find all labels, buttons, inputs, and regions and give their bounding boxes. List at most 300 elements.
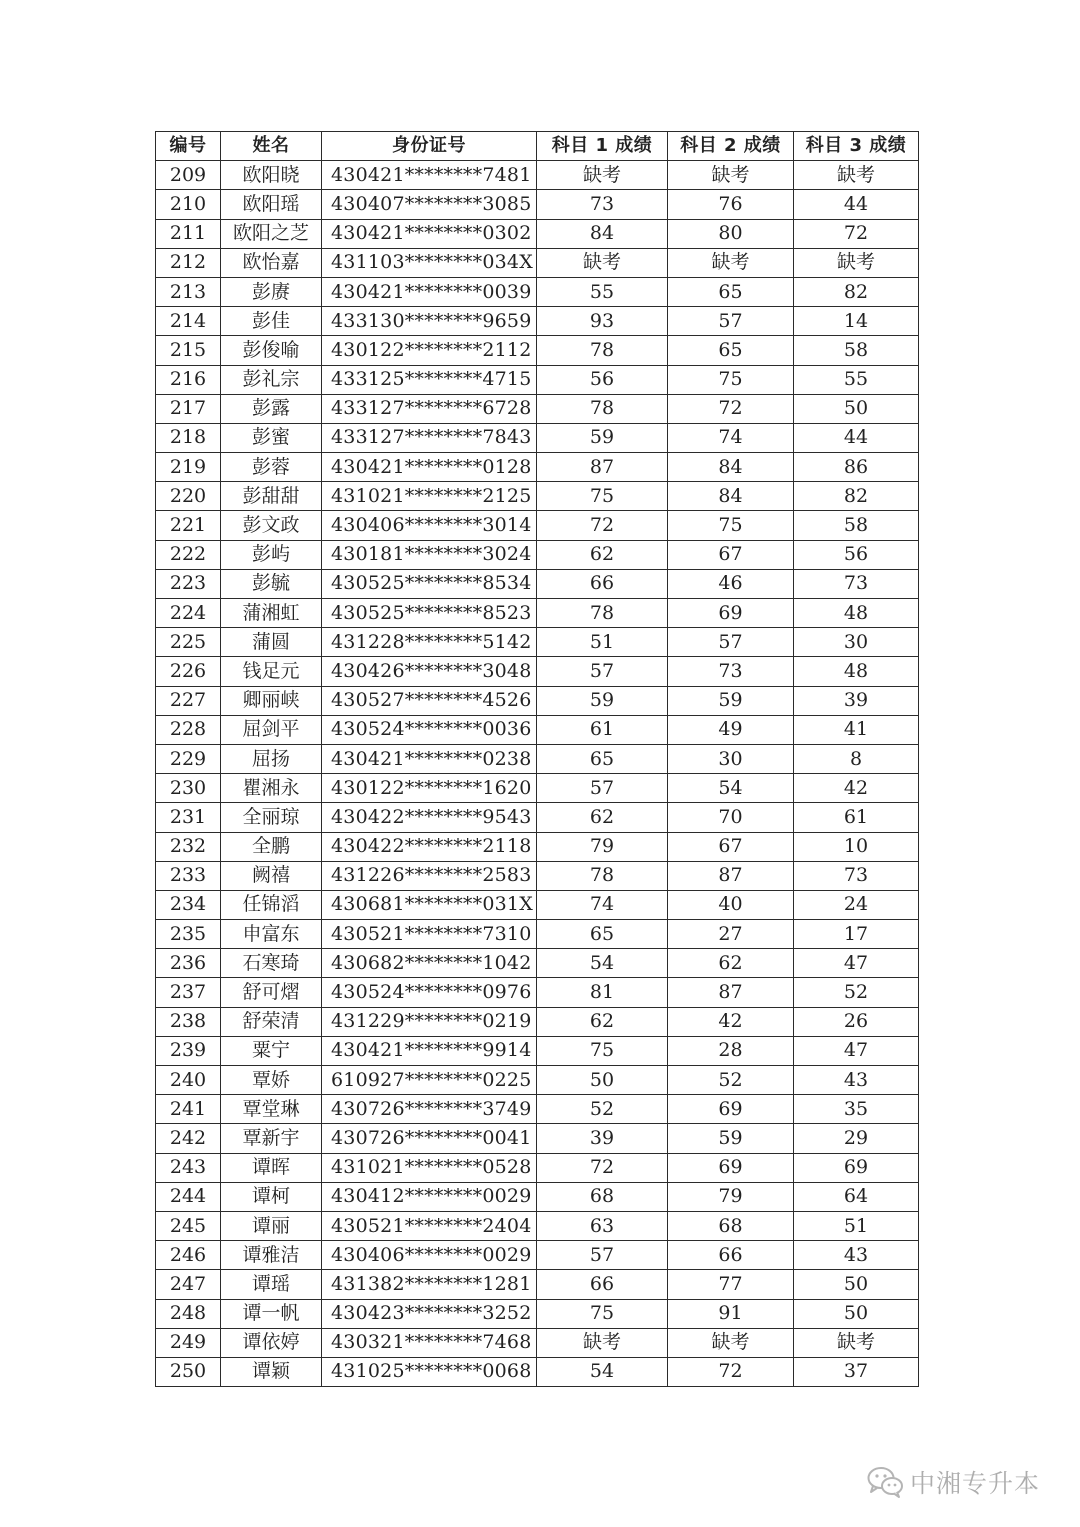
score-table: [155, 131, 919, 1387]
cell-id-number: 610927********0225: [322, 1066, 537, 1095]
cell-subject-1: 59: [537, 686, 668, 715]
cell-subject-3: 73: [794, 861, 919, 890]
cell-number: 212: [156, 248, 221, 277]
cell-id-number: 433127********6728: [322, 394, 537, 423]
cell-name: 谭颖: [221, 1357, 322, 1386]
cell-id-number: 430521********2404: [322, 1211, 537, 1240]
table-row: [156, 482, 919, 511]
cell-name: 瞿湘永: [221, 774, 322, 803]
cell-subject-1: 84: [537, 219, 668, 248]
cell-subject-3: 47: [794, 1036, 919, 1065]
cell-id-number: 430422********9543: [322, 803, 537, 832]
watermark: [866, 1462, 1040, 1502]
cell-name: 彭毓: [221, 569, 322, 598]
cell-subject-3: 35: [794, 1095, 919, 1124]
cell-subject-1: 78: [537, 394, 668, 423]
cell-subject-3: 42: [794, 774, 919, 803]
cell-number: 238: [156, 1007, 221, 1036]
cell-name: 彭甜甜: [221, 482, 322, 511]
cell-subject-3: 82: [794, 482, 919, 511]
cell-subject-3: 37: [794, 1357, 919, 1386]
cell-subject-2: 57: [668, 307, 794, 336]
table-row: [156, 1211, 919, 1240]
cell-subject-3: 30: [794, 628, 919, 657]
cell-number: 219: [156, 453, 221, 482]
cell-id-number: 430525********8534: [322, 569, 537, 598]
table-header-row: [156, 132, 919, 161]
cell-subject-3: 10: [794, 832, 919, 861]
cell-subject-1: 62: [537, 1007, 668, 1036]
table-row: [156, 744, 919, 773]
table-row: [156, 569, 919, 598]
cell-id-number: 430421********0039: [322, 277, 537, 306]
cell-number: 250: [156, 1357, 221, 1386]
table-row: [156, 1270, 919, 1299]
cell-name: 彭蜜: [221, 423, 322, 452]
cell-name: 粟宁: [221, 1036, 322, 1065]
cell-subject-3: 48: [794, 657, 919, 686]
cell-number: 228: [156, 715, 221, 744]
cell-id-number: 431382********1281: [322, 1270, 537, 1299]
cell-subject-2: 70: [668, 803, 794, 832]
cell-id-number: 430423********3252: [322, 1299, 537, 1328]
cell-subject-1: 72: [537, 1153, 668, 1182]
cell-number: 245: [156, 1211, 221, 1240]
cell-number: 235: [156, 920, 221, 949]
table-row: [156, 365, 919, 394]
cell-subject-1: 78: [537, 336, 668, 365]
table-row: [156, 1153, 919, 1182]
watermark-text: 中湘专升本: [910, 1469, 1041, 1498]
cell-subject-2: 54: [668, 774, 794, 803]
cell-subject-2: 84: [668, 453, 794, 482]
cell-name: 欧阳之芝: [221, 219, 322, 248]
cell-id-number: 430524********0976: [322, 978, 537, 1007]
cell-subject-1: 54: [537, 1357, 668, 1386]
cell-subject-1: 72: [537, 511, 668, 540]
cell-subject-2: 74: [668, 423, 794, 452]
cell-number: 217: [156, 394, 221, 423]
cell-subject-3: 50: [794, 1299, 919, 1328]
table-row: [156, 1036, 919, 1065]
cell-id-number: 430406********3014: [322, 511, 537, 540]
cell-id-number: 430406********0029: [322, 1241, 537, 1270]
cell-name: 彭蓉: [221, 453, 322, 482]
cell-name: 阙禧: [221, 861, 322, 890]
cell-subject-1: 39: [537, 1124, 668, 1153]
cell-number: 233: [156, 861, 221, 890]
table-row: [156, 1241, 919, 1270]
cell-id-number: 431228********5142: [322, 628, 537, 657]
cell-number: 247: [156, 1270, 221, 1299]
cell-subject-3: 41: [794, 715, 919, 744]
cell-subject-1: 缺考: [537, 1328, 668, 1357]
table-row: [156, 920, 919, 949]
cell-name: 彭佳: [221, 307, 322, 336]
cell-name: 屈扬: [221, 744, 322, 773]
cell-number: 227: [156, 686, 221, 715]
cell-subject-3: 29: [794, 1124, 919, 1153]
cell-id-number: 430525********8523: [322, 599, 537, 628]
cell-subject-3: 69: [794, 1153, 919, 1182]
cell-number: 226: [156, 657, 221, 686]
cell-id-number: 433127********7843: [322, 423, 537, 452]
cell-name: 谭一帆: [221, 1299, 322, 1328]
cell-subject-3: 73: [794, 569, 919, 598]
cell-subject-2: 66: [668, 1241, 794, 1270]
cell-name: 彭礼宗: [221, 365, 322, 394]
table-row: [156, 219, 919, 248]
cell-subject-3: 86: [794, 453, 919, 482]
table-row: [156, 890, 919, 919]
cell-subject-3: 14: [794, 307, 919, 336]
table-row: [156, 453, 919, 482]
cell-number: 248: [156, 1299, 221, 1328]
cell-subject-1: 59: [537, 423, 668, 452]
cell-subject-2: 49: [668, 715, 794, 744]
table-row: [156, 511, 919, 540]
cell-subject-1: 61: [537, 715, 668, 744]
table-row: [156, 248, 919, 277]
cell-subject-2: 73: [668, 657, 794, 686]
cell-subject-3: 17: [794, 920, 919, 949]
cell-number: 216: [156, 365, 221, 394]
cell-id-number: 430421********0238: [322, 744, 537, 773]
cell-number: 221: [156, 511, 221, 540]
cell-subject-3: 72: [794, 219, 919, 248]
cell-id-number: 430421********9914: [322, 1036, 537, 1065]
cell-number: 209: [156, 161, 221, 190]
cell-number: 246: [156, 1241, 221, 1270]
cell-name: 谭丽: [221, 1211, 322, 1240]
header-name: 姓名: [221, 132, 322, 161]
cell-name: 欧怡嘉: [221, 248, 322, 277]
cell-subject-2: 91: [668, 1299, 794, 1328]
cell-subject-1: 81: [537, 978, 668, 1007]
cell-subject-3: 44: [794, 423, 919, 452]
table-row: [156, 1095, 919, 1124]
cell-name: 彭赓: [221, 277, 322, 306]
cell-subject-1: 78: [537, 861, 668, 890]
table-row: [156, 1182, 919, 1211]
cell-id-number: 430122********2112: [322, 336, 537, 365]
cell-id-number: 430181********3024: [322, 540, 537, 569]
cell-id-number: 430122********1620: [322, 774, 537, 803]
cell-name: 蒲湘虹: [221, 599, 322, 628]
cell-name: 彭文政: [221, 511, 322, 540]
cell-subject-3: 39: [794, 686, 919, 715]
cell-subject-3: 43: [794, 1241, 919, 1270]
cell-id-number: 430681********031X: [322, 890, 537, 919]
cell-subject-3: 50: [794, 394, 919, 423]
cell-name: 蒲圆: [221, 628, 322, 657]
table-row: [156, 423, 919, 452]
cell-name: 覃新宇: [221, 1124, 322, 1153]
cell-number: 231: [156, 803, 221, 832]
cell-name: 石寒琦: [221, 949, 322, 978]
cell-number: 223: [156, 569, 221, 598]
table-row: [156, 861, 919, 890]
cell-subject-1: 62: [537, 540, 668, 569]
cell-subject-3: 24: [794, 890, 919, 919]
cell-subject-2: 87: [668, 861, 794, 890]
cell-number: 239: [156, 1036, 221, 1065]
cell-subject-2: 67: [668, 832, 794, 861]
cell-name: 谭雅洁: [221, 1241, 322, 1270]
table-row: [156, 1328, 919, 1357]
cell-number: 237: [156, 978, 221, 1007]
cell-subject-3: 61: [794, 803, 919, 832]
table-row: [156, 599, 919, 628]
cell-subject-2: 75: [668, 365, 794, 394]
table-row: [156, 832, 919, 861]
cell-id-number: 430521********7310: [322, 920, 537, 949]
cell-id-number: 430421********7481: [322, 161, 537, 190]
cell-subject-2: 69: [668, 1095, 794, 1124]
header-subject-2-score: 科目 2 成绩: [668, 132, 794, 161]
cell-name: 彭露: [221, 394, 322, 423]
table-row: [156, 1007, 919, 1036]
cell-subject-2: 27: [668, 920, 794, 949]
table-row: [156, 1357, 919, 1386]
cell-name: 任锦滔: [221, 890, 322, 919]
table-row: [156, 715, 919, 744]
cell-name: 卿丽峡: [221, 686, 322, 715]
cell-subject-2: 76: [668, 190, 794, 219]
cell-number: 215: [156, 336, 221, 365]
cell-subject-1: 57: [537, 657, 668, 686]
cell-subject-1: 78: [537, 599, 668, 628]
cell-subject-2: 77: [668, 1270, 794, 1299]
wechat-icon: [866, 1465, 904, 1499]
cell-number: 214: [156, 307, 221, 336]
cell-number: 210: [156, 190, 221, 219]
table-row: [156, 628, 919, 657]
cell-subject-3: 44: [794, 190, 919, 219]
table-row: [156, 336, 919, 365]
cell-name: 屈剑平: [221, 715, 322, 744]
cell-number: 232: [156, 832, 221, 861]
cell-subject-2: 79: [668, 1182, 794, 1211]
cell-subject-2: 72: [668, 394, 794, 423]
cell-id-number: 431025********0068: [322, 1357, 537, 1386]
cell-subject-2: 65: [668, 336, 794, 365]
cell-id-number: 430422********2118: [322, 832, 537, 861]
cell-id-number: 430682********1042: [322, 949, 537, 978]
cell-subject-1: 65: [537, 920, 668, 949]
cell-number: 213: [156, 277, 221, 306]
header-subject-1-score: 科目 1 成绩: [537, 132, 668, 161]
table-row: [156, 1066, 919, 1095]
cell-name: 全鹏: [221, 832, 322, 861]
cell-subject-3: 48: [794, 599, 919, 628]
cell-subject-2: 57: [668, 628, 794, 657]
cell-subject-2: 69: [668, 1153, 794, 1182]
cell-subject-2: 40: [668, 890, 794, 919]
cell-number: 220: [156, 482, 221, 511]
cell-subject-3: 50: [794, 1270, 919, 1299]
header-id-number: 身份证号: [322, 132, 537, 161]
cell-name: 欧阳瑶: [221, 190, 322, 219]
cell-subject-3: 43: [794, 1066, 919, 1095]
cell-number: 225: [156, 628, 221, 657]
cell-name: 谭晖: [221, 1153, 322, 1182]
cell-subject-2: 59: [668, 686, 794, 715]
cell-subject-1: 52: [537, 1095, 668, 1124]
cell-subject-3: 58: [794, 511, 919, 540]
table-row: [156, 803, 919, 832]
cell-id-number: 430421********0128: [322, 453, 537, 482]
cell-number: 249: [156, 1328, 221, 1357]
cell-name: 谭瑶: [221, 1270, 322, 1299]
cell-subject-1: 74: [537, 890, 668, 919]
cell-id-number: 433130********9659: [322, 307, 537, 336]
table-row: [156, 190, 919, 219]
table-row: [156, 1299, 919, 1328]
cell-id-number: 430421********0302: [322, 219, 537, 248]
cell-name: 全丽琼: [221, 803, 322, 832]
cell-subject-2: 28: [668, 1036, 794, 1065]
cell-number: 243: [156, 1153, 221, 1182]
table-row: [156, 657, 919, 686]
cell-subject-1: 63: [537, 1211, 668, 1240]
cell-number: 222: [156, 540, 221, 569]
cell-subject-1: 缺考: [537, 248, 668, 277]
cell-name: 舒荣清: [221, 1007, 322, 1036]
cell-subject-3: 56: [794, 540, 919, 569]
cell-number: 229: [156, 744, 221, 773]
cell-subject-2: 42: [668, 1007, 794, 1036]
cell-id-number: 430321********7468: [322, 1328, 537, 1357]
table-row: [156, 540, 919, 569]
cell-subject-1: 73: [537, 190, 668, 219]
cell-number: 211: [156, 219, 221, 248]
header-subject-3-score: 科目 3 成绩: [794, 132, 919, 161]
cell-subject-1: 57: [537, 774, 668, 803]
cell-subject-2: 69: [668, 599, 794, 628]
cell-id-number: 431226********2583: [322, 861, 537, 890]
cell-subject-2: 75: [668, 511, 794, 540]
cell-subject-3: 52: [794, 978, 919, 1007]
cell-subject-2: 52: [668, 1066, 794, 1095]
table-row: [156, 686, 919, 715]
cell-id-number: 431021********0528: [322, 1153, 537, 1182]
cell-id-number: 430407********3085: [322, 190, 537, 219]
cell-subject-3: 缺考: [794, 248, 919, 277]
cell-id-number: 430524********0036: [322, 715, 537, 744]
cell-subject-2: 缺考: [668, 161, 794, 190]
cell-number: 244: [156, 1182, 221, 1211]
cell-number: 224: [156, 599, 221, 628]
cell-subject-2: 30: [668, 744, 794, 773]
cell-id-number: 430726********3749: [322, 1095, 537, 1124]
cell-subject-3: 26: [794, 1007, 919, 1036]
cell-number: 230: [156, 774, 221, 803]
cell-name: 谭依婷: [221, 1328, 322, 1357]
cell-subject-3: 51: [794, 1211, 919, 1240]
table-row: [156, 774, 919, 803]
cell-subject-1: 75: [537, 482, 668, 511]
cell-subject-2: 80: [668, 219, 794, 248]
cell-subject-1: 75: [537, 1299, 668, 1328]
cell-name: 欧阳晓: [221, 161, 322, 190]
cell-name: 申富东: [221, 920, 322, 949]
cell-number: 240: [156, 1066, 221, 1095]
table-row: [156, 949, 919, 978]
cell-subject-1: 55: [537, 277, 668, 306]
table-row: [156, 277, 919, 306]
cell-subject-1: 56: [537, 365, 668, 394]
cell-subject-1: 57: [537, 1241, 668, 1270]
cell-id-number: 431021********2125: [322, 482, 537, 511]
cell-subject-2: 84: [668, 482, 794, 511]
cell-id-number: 430726********0041: [322, 1124, 537, 1153]
cell-subject-3: 64: [794, 1182, 919, 1211]
cell-subject-3: 58: [794, 336, 919, 365]
cell-subject-2: 65: [668, 277, 794, 306]
cell-name: 谭柯: [221, 1182, 322, 1211]
cell-subject-2: 72: [668, 1357, 794, 1386]
cell-subject-1: 62: [537, 803, 668, 832]
cell-subject-2: 67: [668, 540, 794, 569]
cell-name: 覃堂琳: [221, 1095, 322, 1124]
header-number: 编号: [156, 132, 221, 161]
cell-number: 242: [156, 1124, 221, 1153]
cell-subject-1: 93: [537, 307, 668, 336]
cell-id-number: 431103********034X: [322, 248, 537, 277]
cell-subject-2: 62: [668, 949, 794, 978]
cell-id-number: 430426********3048: [322, 657, 537, 686]
cell-subject-3: 8: [794, 744, 919, 773]
table-row: [156, 978, 919, 1007]
cell-subject-1: 50: [537, 1066, 668, 1095]
cell-subject-2: 87: [668, 978, 794, 1007]
cell-id-number: 430527********4526: [322, 686, 537, 715]
cell-subject-2: 59: [668, 1124, 794, 1153]
cell-subject-3: 缺考: [794, 1328, 919, 1357]
cell-id-number: 431229********0219: [322, 1007, 537, 1036]
cell-subject-1: 68: [537, 1182, 668, 1211]
cell-subject-1: 66: [537, 1270, 668, 1299]
cell-number: 234: [156, 890, 221, 919]
cell-subject-1: 51: [537, 628, 668, 657]
cell-subject-2: 46: [668, 569, 794, 598]
cell-subject-3: 55: [794, 365, 919, 394]
cell-subject-1: 缺考: [537, 161, 668, 190]
cell-subject-2: 缺考: [668, 1328, 794, 1357]
table-row: [156, 394, 919, 423]
cell-name: 钱足元: [221, 657, 322, 686]
cell-name: 彭屿: [221, 540, 322, 569]
table-body: [156, 161, 919, 1387]
cell-subject-1: 54: [537, 949, 668, 978]
cell-number: 218: [156, 423, 221, 452]
cell-subject-3: 82: [794, 277, 919, 306]
cell-subject-1: 66: [537, 569, 668, 598]
table-row: [156, 1124, 919, 1153]
cell-subject-3: 47: [794, 949, 919, 978]
cell-name: 覃娇: [221, 1066, 322, 1095]
cell-subject-1: 87: [537, 453, 668, 482]
cell-subject-3: 缺考: [794, 161, 919, 190]
table-row: [156, 161, 919, 190]
cell-name: 彭俊喻: [221, 336, 322, 365]
cell-subject-2: 缺考: [668, 248, 794, 277]
cell-number: 241: [156, 1095, 221, 1124]
table-row: [156, 307, 919, 336]
cell-id-number: 430412********0029: [322, 1182, 537, 1211]
cell-subject-1: 79: [537, 832, 668, 861]
